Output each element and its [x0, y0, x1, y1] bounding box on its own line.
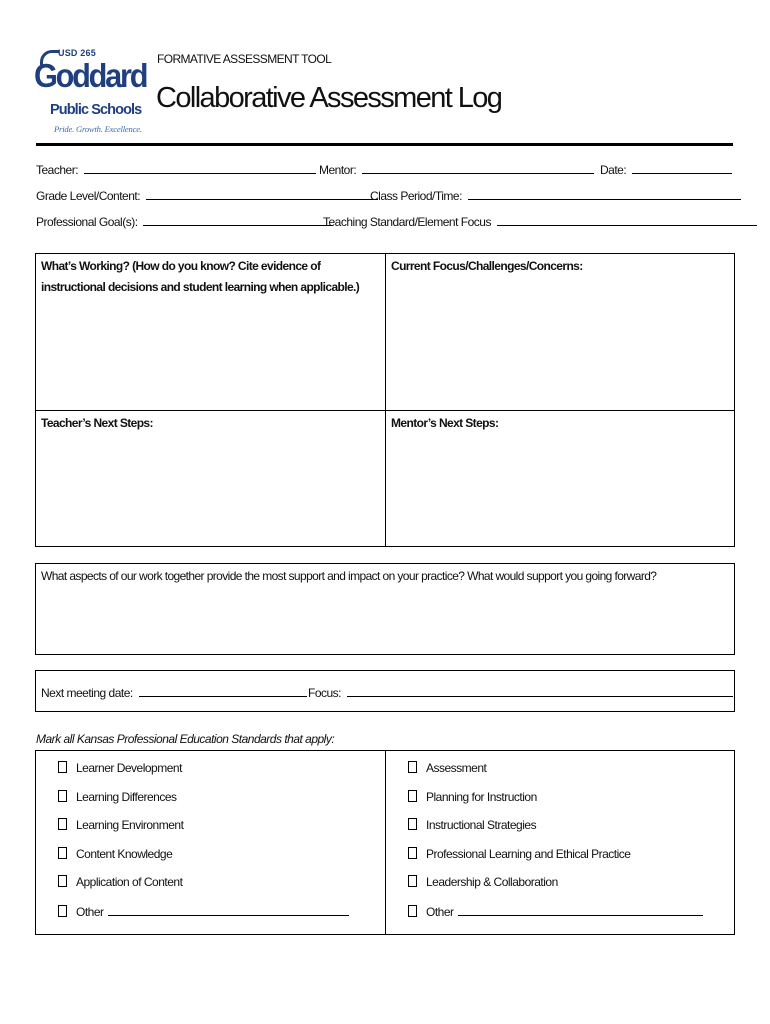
mentor-field	[319, 162, 594, 177]
checkbox[interactable]	[58, 790, 67, 802]
standard-item-other[interactable]: Other	[408, 904, 703, 919]
grid-horizontal-divider	[35, 410, 735, 411]
focus-blank[interactable]	[347, 685, 733, 697]
professional-goals-field	[36, 214, 333, 229]
teacher-next-steps-area[interactable]	[36, 436, 384, 545]
next-meeting-date-label: Next meeting date:	[41, 686, 133, 700]
teaching-standard-field	[323, 214, 757, 229]
standard-item[interactable]: Leadership & Collaboration	[408, 875, 558, 889]
page-title: Collaborative Assessment Log	[156, 82, 502, 114]
whats-working-area[interactable]	[36, 300, 384, 408]
next-meeting-date-blank[interactable]	[139, 685, 307, 697]
professional-goals-label: Professional Goal(s):	[36, 215, 138, 229]
other-right-blank[interactable]	[458, 904, 703, 916]
checkbox[interactable]	[408, 847, 417, 859]
teaching-standard-blank[interactable]	[497, 214, 757, 226]
standard-item[interactable]: Assessment	[408, 761, 486, 775]
professional-goals-blank[interactable]	[143, 214, 333, 226]
standard-item[interactable]: Learning Environment	[58, 818, 183, 832]
other-left-blank[interactable]	[108, 904, 349, 916]
checkbox[interactable]	[58, 818, 67, 830]
checkbox[interactable]	[408, 875, 417, 887]
logo-tagline: Pride. Growth. Excellence.	[54, 124, 142, 134]
form-type-label: FORMATIVE ASSESSMENT TOOL	[157, 52, 332, 66]
focus-field	[308, 685, 733, 700]
district-logo	[34, 48, 147, 140]
standard-item[interactable]: Instructional Strategies	[408, 818, 536, 832]
date-blank[interactable]	[632, 162, 732, 174]
teaching-standard-label: Teaching Standard/Element Focus	[323, 215, 491, 229]
whats-working-label: What’s Working? (How do you know? Cite evidence of instructional decisions and student learning when applicable.)	[41, 259, 360, 294]
checkbox[interactable]	[58, 875, 67, 887]
grade-level-blank[interactable]	[146, 188, 378, 200]
grade-level-label: Grade Level/Content:	[36, 189, 141, 203]
focus-label: Focus:	[308, 686, 342, 700]
mentor-next-steps-area[interactable]	[386, 436, 734, 545]
standard-item[interactable]: Application of Content	[58, 875, 182, 889]
header-divider	[36, 143, 733, 146]
current-focus-area[interactable]	[386, 280, 734, 408]
teacher-next-steps-label: Teacher’s Next Steps:	[41, 416, 153, 430]
grade-level-field	[36, 188, 378, 203]
support-question-text: What aspects of our work together provide the most support and impact on your practice? What would support you going forward?	[41, 569, 657, 583]
class-period-label: Class Period/Time:	[370, 189, 462, 203]
next-meeting-date-field	[41, 685, 307, 700]
standard-item[interactable]: Planning for Instruction	[408, 790, 537, 804]
checkbox[interactable]	[58, 847, 67, 859]
class-period-blank[interactable]	[468, 188, 741, 200]
standard-item[interactable]: Learner Development	[58, 761, 182, 775]
standards-divider	[385, 750, 386, 935]
standards-title: Mark all Kansas Professional Education Standards that apply:	[36, 732, 335, 746]
checkbox[interactable]	[408, 761, 417, 773]
checkbox[interactable]	[408, 818, 417, 830]
mentor-next-steps-label: Mentor’s Next Steps:	[391, 416, 499, 430]
checkbox[interactable]	[408, 905, 417, 917]
class-period-field	[370, 188, 741, 203]
current-focus-label: Current Focus/Challenges/Concerns:	[391, 259, 583, 273]
mentor-blank[interactable]	[362, 162, 594, 174]
teacher-field	[36, 162, 316, 177]
standard-item[interactable]: Content Knowledge	[58, 847, 172, 861]
standard-item-other[interactable]: Other	[58, 904, 349, 919]
logo-district: USD 265	[58, 48, 96, 58]
teacher-blank[interactable]	[84, 162, 316, 174]
mentor-label: Mentor:	[319, 163, 357, 177]
logo-name: Goddard	[34, 57, 147, 94]
standard-item[interactable]: Professional Learning and Ethical Practice	[408, 847, 630, 861]
standard-item[interactable]: Learning Differences	[58, 790, 177, 804]
teacher-label: Teacher:	[36, 163, 79, 177]
date-field	[600, 162, 732, 177]
checkbox[interactable]	[58, 761, 67, 773]
checkbox[interactable]	[58, 905, 67, 917]
checkbox[interactable]	[408, 790, 417, 802]
logo-subname: Public Schools	[50, 102, 142, 118]
date-label: Date:	[600, 163, 627, 177]
